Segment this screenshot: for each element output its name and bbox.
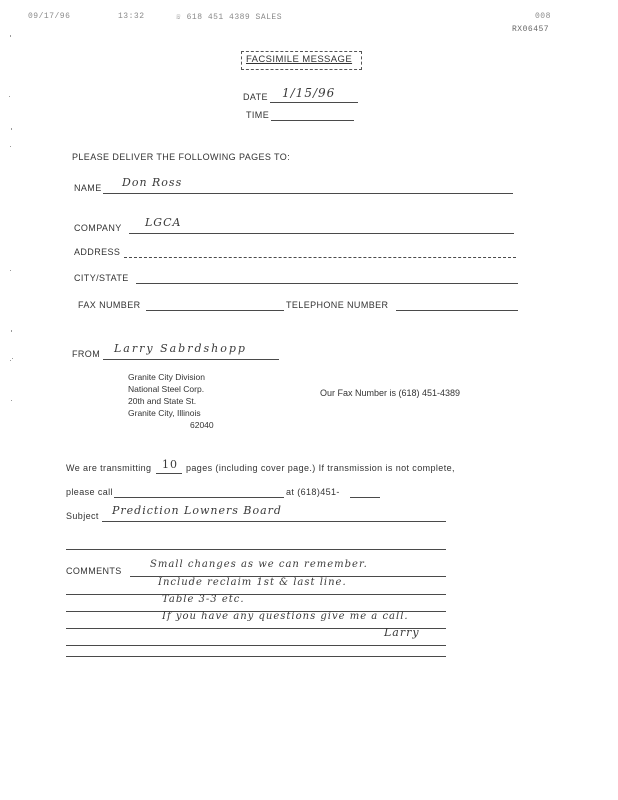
- city-state-label: CITY/STATE: [74, 273, 129, 283]
- bates-number: RX06457: [512, 25, 550, 34]
- fax-line: ☏ 618 451 4389 SALES: [176, 13, 283, 22]
- time-label: TIME: [246, 110, 270, 120]
- sender-zip: 62040: [190, 420, 214, 430]
- page-title: FACSIMILE MESSAGE: [246, 54, 353, 65]
- date-label: DATE: [243, 92, 268, 102]
- recipient-company: LGCA: [145, 216, 182, 229]
- deliver-instruction: PLEASE DELIVER THE FOLLOWING PAGES TO:: [72, 152, 291, 162]
- name-label: NAME: [74, 183, 102, 193]
- sender-address-4: Granite City, Illinois: [128, 408, 201, 418]
- page-number: 008: [535, 12, 551, 21]
- date-value: 1/15/96: [282, 86, 336, 100]
- sender-fax-number: Our Fax Number is (618) 451-4389: [320, 388, 461, 398]
- call-number: at (618)451-: [286, 487, 340, 497]
- comment-line-4: If you have any questions give me a call.: [162, 611, 409, 622]
- sender-name: Larry Sabrdshopp: [114, 342, 247, 355]
- company-label: COMPANY: [74, 223, 122, 233]
- sender-address-3: 20th and State St.: [128, 396, 197, 406]
- sender-address-1: Granite City Division: [128, 372, 205, 382]
- comment-line-2: Include reclaim 1st & last line.: [158, 577, 347, 588]
- subject-label: Subject: [66, 511, 99, 521]
- signature: Larry: [384, 626, 420, 639]
- recipient-name: Don Ross: [122, 176, 183, 189]
- sender-address-2: National Steel Corp.: [128, 384, 205, 394]
- transmit-prefix: We are transmitting: [66, 463, 152, 473]
- fax-date: 09/17/96: [28, 12, 71, 21]
- telephone-label: TELEPHONE NUMBER: [286, 300, 389, 310]
- call-prefix: please call: [66, 487, 113, 497]
- comments-label: COMMENTS: [66, 566, 122, 576]
- fax-number-label: FAX NUMBER: [78, 300, 141, 310]
- comment-line-3: Table 3-3 etc.: [162, 594, 245, 605]
- subject-value: Prediction Lowners Board: [112, 504, 282, 517]
- address-label: ADDRESS: [74, 247, 121, 257]
- comment-line-1: Small changes as we can remember.: [150, 559, 368, 570]
- fax-time: 13:32: [118, 12, 145, 21]
- transmit-suffix: pages (including cover page.) If transmission is not complete,: [186, 463, 455, 473]
- from-label: FROM: [72, 349, 101, 359]
- page-count: 10: [162, 458, 178, 471]
